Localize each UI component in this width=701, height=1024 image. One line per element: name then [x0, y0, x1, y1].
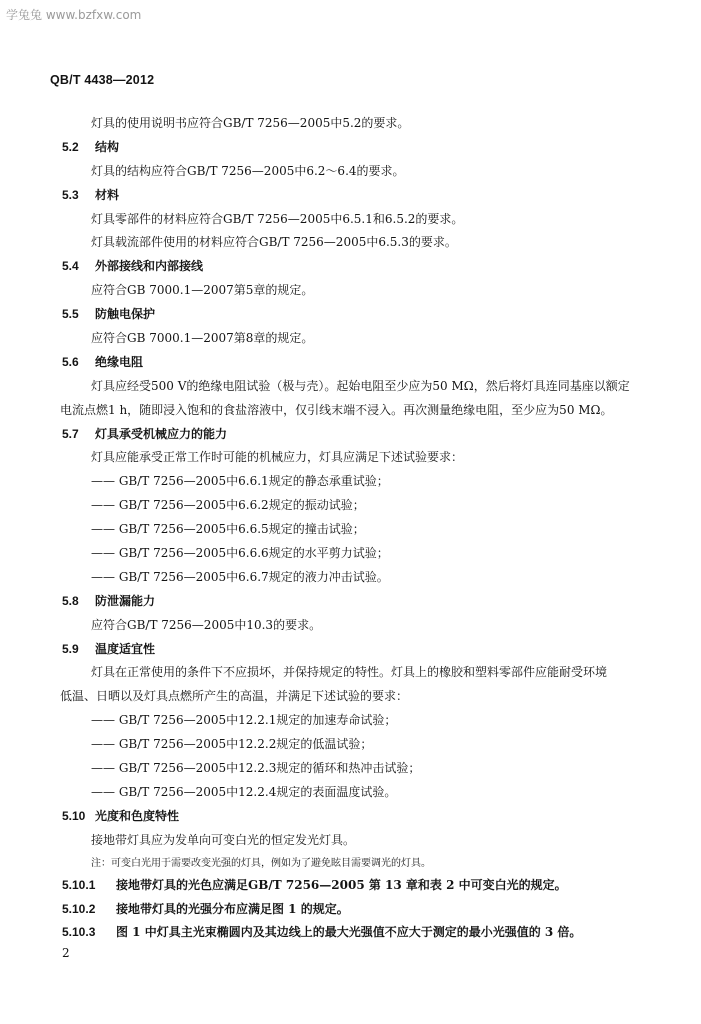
- section-title: 外部接线和内部接线: [95, 259, 204, 274]
- paragraph-line: 灯具应能承受正常工作时可能的机械应力，灯具应满足下述试验要求：: [91, 450, 464, 465]
- section-number: 5.7: [62, 426, 79, 441]
- note-text: 注：可变白光用于需要改变光强的灯具，例如为了避免眩目需要调光的灯具。: [91, 857, 431, 869]
- paragraph-line: 灯具的使用说明书应符合GB/T 7256—2005中5.2的要求。: [91, 116, 410, 130]
- paragraph-line: 应符合GB/T 7256—2005中10.3的要求。: [91, 617, 322, 632]
- section-heading: [0, 898, 701, 922]
- paragraph-line: —— GB/T 7256—2005中6.6.5规定的撞击试验；: [91, 522, 365, 537]
- watermark: 学兔兔 www.bzfxw.com: [6, 8, 142, 22]
- section-heading: [0, 255, 701, 279]
- section-title: 光度和色度特性: [95, 808, 180, 823]
- section-title: 图 1 中灯具主光束椭圆内及其边线上的最大光强值不应大于测定的最小光强值的 3 倍。: [116, 925, 582, 940]
- section-number: 5.9: [62, 641, 79, 656]
- page-number: 2: [62, 946, 70, 960]
- section-heading: [0, 423, 701, 447]
- paragraph-line: 应符合GB 7000.1—2007第5章的规定。: [91, 283, 314, 298]
- paragraph-line: —— GB/T 7256—2005中6.6.7规定的液力冲击试验。: [91, 569, 389, 584]
- section-heading: [0, 351, 701, 375]
- paragraph-line: —— GB/T 7256—2005中12.2.1规定的加速寿命试验；: [91, 713, 397, 728]
- paragraph-line: 应符合GB 7000.1—2007第8章的规定。: [91, 331, 314, 346]
- section-number: 5.10: [62, 808, 86, 823]
- paragraph-line: —— GB/T 7256—2005中6.6.6规定的水平剪力试验；: [91, 546, 389, 561]
- paragraph-line: 低温、日晒以及灯具点燃所产生的高温，并满足下述试验的要求：: [60, 689, 409, 704]
- section-number: 5.10.3: [62, 925, 96, 940]
- standard-code: QB/T 4438—2012: [50, 73, 155, 87]
- section-title: 材料: [95, 187, 120, 202]
- section-heading: [0, 805, 701, 829]
- section-title: 接地带灯具的光色应满足GB/T 7256—2005 第 13 章和表 2 中可变白光的规定。: [116, 877, 567, 892]
- section-heading: [0, 303, 701, 327]
- section-title: 绝缘电阻: [95, 354, 144, 369]
- section-number: 5.10.1: [62, 877, 96, 892]
- section-title: 防泄漏能力: [95, 593, 156, 608]
- paragraph-line: 灯具载流部件使用的材料应符合GB/T 7256—2005中6.5.3的要求。: [91, 235, 457, 250]
- section-number: 5.2: [62, 139, 79, 154]
- section-heading: [0, 590, 701, 614]
- section-number: 5.6: [62, 354, 79, 369]
- section-number: 5.4: [62, 259, 79, 274]
- section-heading: [0, 136, 701, 160]
- section-number: 5.10.2: [62, 901, 96, 916]
- paragraph-line: 电流点燃1 h，随即浸入饱和的食盐溶液中，仅引线末端不浸入。再次测量绝缘电阻，至少应为50 MΩ。: [60, 402, 613, 417]
- paragraph-line: 灯具应经受500 V的绝缘电阻试验（极与壳）。起始电阻至少应为50 MΩ，然后将灯具连同基座以额定: [91, 378, 630, 393]
- paragraph-line: —— GB/T 7256—2005中12.2.2规定的低温试验；: [91, 737, 373, 752]
- section-heading: [0, 874, 701, 898]
- section-heading: [0, 184, 701, 208]
- section-number: 5.3: [62, 187, 79, 202]
- section-title: 温度适宜性: [95, 641, 156, 656]
- section-heading: [0, 921, 701, 945]
- section-title: 灯具承受机械应力的能力: [95, 426, 228, 441]
- section-heading: [0, 638, 701, 662]
- paragraph-line: 灯具的结构应符合GB/T 7256—2005中6.2～6.4的要求。: [91, 163, 405, 178]
- paragraph-line: —— GB/T 7256—2005中12.2.4规定的表面温度试验。: [91, 784, 397, 799]
- paragraph-line: 接地带灯具应为发单向可变白光的恒定发光灯具。: [91, 832, 356, 847]
- document-body: [0, 112, 701, 945]
- paragraph-line: —— GB/T 7256—2005中6.6.1规定的静态承重试验；: [91, 474, 389, 489]
- section-number: 5.8: [62, 593, 79, 608]
- section-title: 接地带灯具的光强分布应满足图 1 的规定。: [116, 901, 349, 916]
- paragraph-line: 灯具在正常使用的条件下不应损坏，并保持规定的特性。灯具上的橡胶和塑料零部件应能耐受环境: [91, 665, 608, 680]
- paragraph-line: 灯具零部件的材料应符合GB/T 7256—2005中6.5.1和6.5.2的要求。: [91, 211, 464, 226]
- section-title: 防触电保护: [95, 307, 156, 322]
- section-number: 5.5: [62, 307, 79, 322]
- section-title: 结构: [95, 139, 120, 154]
- paragraph-line: —— GB/T 7256—2005中6.6.2规定的振动试验；: [91, 498, 365, 513]
- paragraph-line: —— GB/T 7256—2005中12.2.3规定的循环和热冲击试验；: [91, 761, 421, 776]
